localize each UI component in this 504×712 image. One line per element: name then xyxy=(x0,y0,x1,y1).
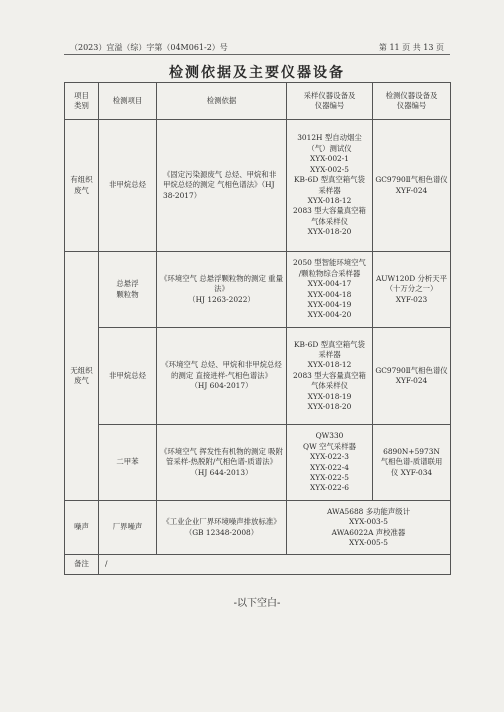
sampling-cell: 3012H 型自动烟尘 （气）测试仪 XYX-002-1 XYX-002-5 KB-6D 型真空箱气袋 采样器 XYX-018-12 2083 型大容量真空箱 气体采样仪 XYX-018-20 xyxy=(287,120,373,252)
item-cell: 非甲烷总烃 xyxy=(99,120,157,252)
item-cell: 厂界噪声 xyxy=(99,501,157,555)
table-row xyxy=(65,328,451,425)
table-row xyxy=(65,425,451,501)
report-reference: （2023）宜溢（综）字第（04M061-2）号 xyxy=(70,43,228,52)
category-cell: 噪声 xyxy=(65,501,99,555)
item-cell: 二甲苯 xyxy=(99,425,157,501)
header-analysis: 检测仪器设备及 仪器编号 xyxy=(373,83,451,120)
remarks-label: 备注 xyxy=(65,555,99,575)
analysis-cell: AUW120D 分析天平 （十万分之一） XYF-023 xyxy=(373,252,451,328)
header-rule xyxy=(64,54,450,55)
remarks-value: / xyxy=(99,555,451,575)
table-header-row xyxy=(65,83,451,120)
table-row xyxy=(65,252,451,328)
page-title: 检测依据及主要仪器设备 xyxy=(169,65,345,81)
header-basis: 检测依据 xyxy=(157,83,287,120)
table-row xyxy=(65,120,451,252)
equipment-table xyxy=(64,82,451,575)
analysis-cell: GC9790Ⅱ气相色谱仪 XYF-024 xyxy=(373,328,451,425)
header-category: 项目 类别 xyxy=(65,83,99,120)
basis-cell: 《环境空气 总悬浮颗粒物的测定 重量法》 （HJ 1263-2022） xyxy=(157,252,287,328)
table-row xyxy=(65,501,451,555)
analysis-cell: GC9790Ⅱ气相色谱仪 XYF-024 xyxy=(373,120,451,252)
analysis-cell: 6890N+5973N 气相色谱-质谱联用 仪 XYF-034 xyxy=(373,425,451,501)
header-sampling: 采样仪器设备及 仪器编号 xyxy=(287,83,373,120)
equipment-cell: AWA5688 多功能声级计 XYX-003-5 AWA6022A 声校准器 XYX-005-5 xyxy=(287,501,451,555)
blank-below-note: -以下空白- xyxy=(233,598,281,609)
sampling-cell: KB-6D 型真空箱气袋 采样器 XYX-018-12 2083 型大容量真空箱 气体采样仪 XYX-018-19 XYX-018-20 xyxy=(287,328,373,425)
basis-cell: 《环境空气 挥发性有机物的测定 吸附管采样-热脱附/气相色谱-质谱法》 （HJ 644-2013） xyxy=(157,425,287,501)
header-item: 检测项目 xyxy=(99,83,157,120)
sampling-cell: QW330 QW 空气采样器 XYX-022-3 XYX-022-4 XYX-022-5 XYX-022-6 xyxy=(287,425,373,501)
item-cell: 非甲烷总烃 xyxy=(99,328,157,425)
item-cell: 总悬浮 颗粒物 xyxy=(99,252,157,328)
category-cell: 有组织 废气 xyxy=(65,120,99,252)
basis-cell: 《固定污染源废气 总烃、甲烷和非甲烷总烃的测定 气相色谱法》（HJ 38-2017） xyxy=(157,120,287,252)
basis-cell: 《工业企业厂界环境噪声排放标准》（GB 12348-2008） xyxy=(157,501,287,555)
remarks-row xyxy=(65,555,451,575)
page-number: 第 11 页 共 13 页 xyxy=(378,43,444,52)
category-cell: 无组织 废气 xyxy=(65,252,99,501)
sampling-cell: 2050 型智能环境空气 /颗粒物综合采样器 XYX-004-17 XYX-004-18 XYX-004-19 XYX-004-20 xyxy=(287,252,373,328)
basis-cell: 《环境空气 总烃、甲烷和非甲烷总烃的测定 直接进样-气相色谱法》 （HJ 604-2017） xyxy=(157,328,287,425)
